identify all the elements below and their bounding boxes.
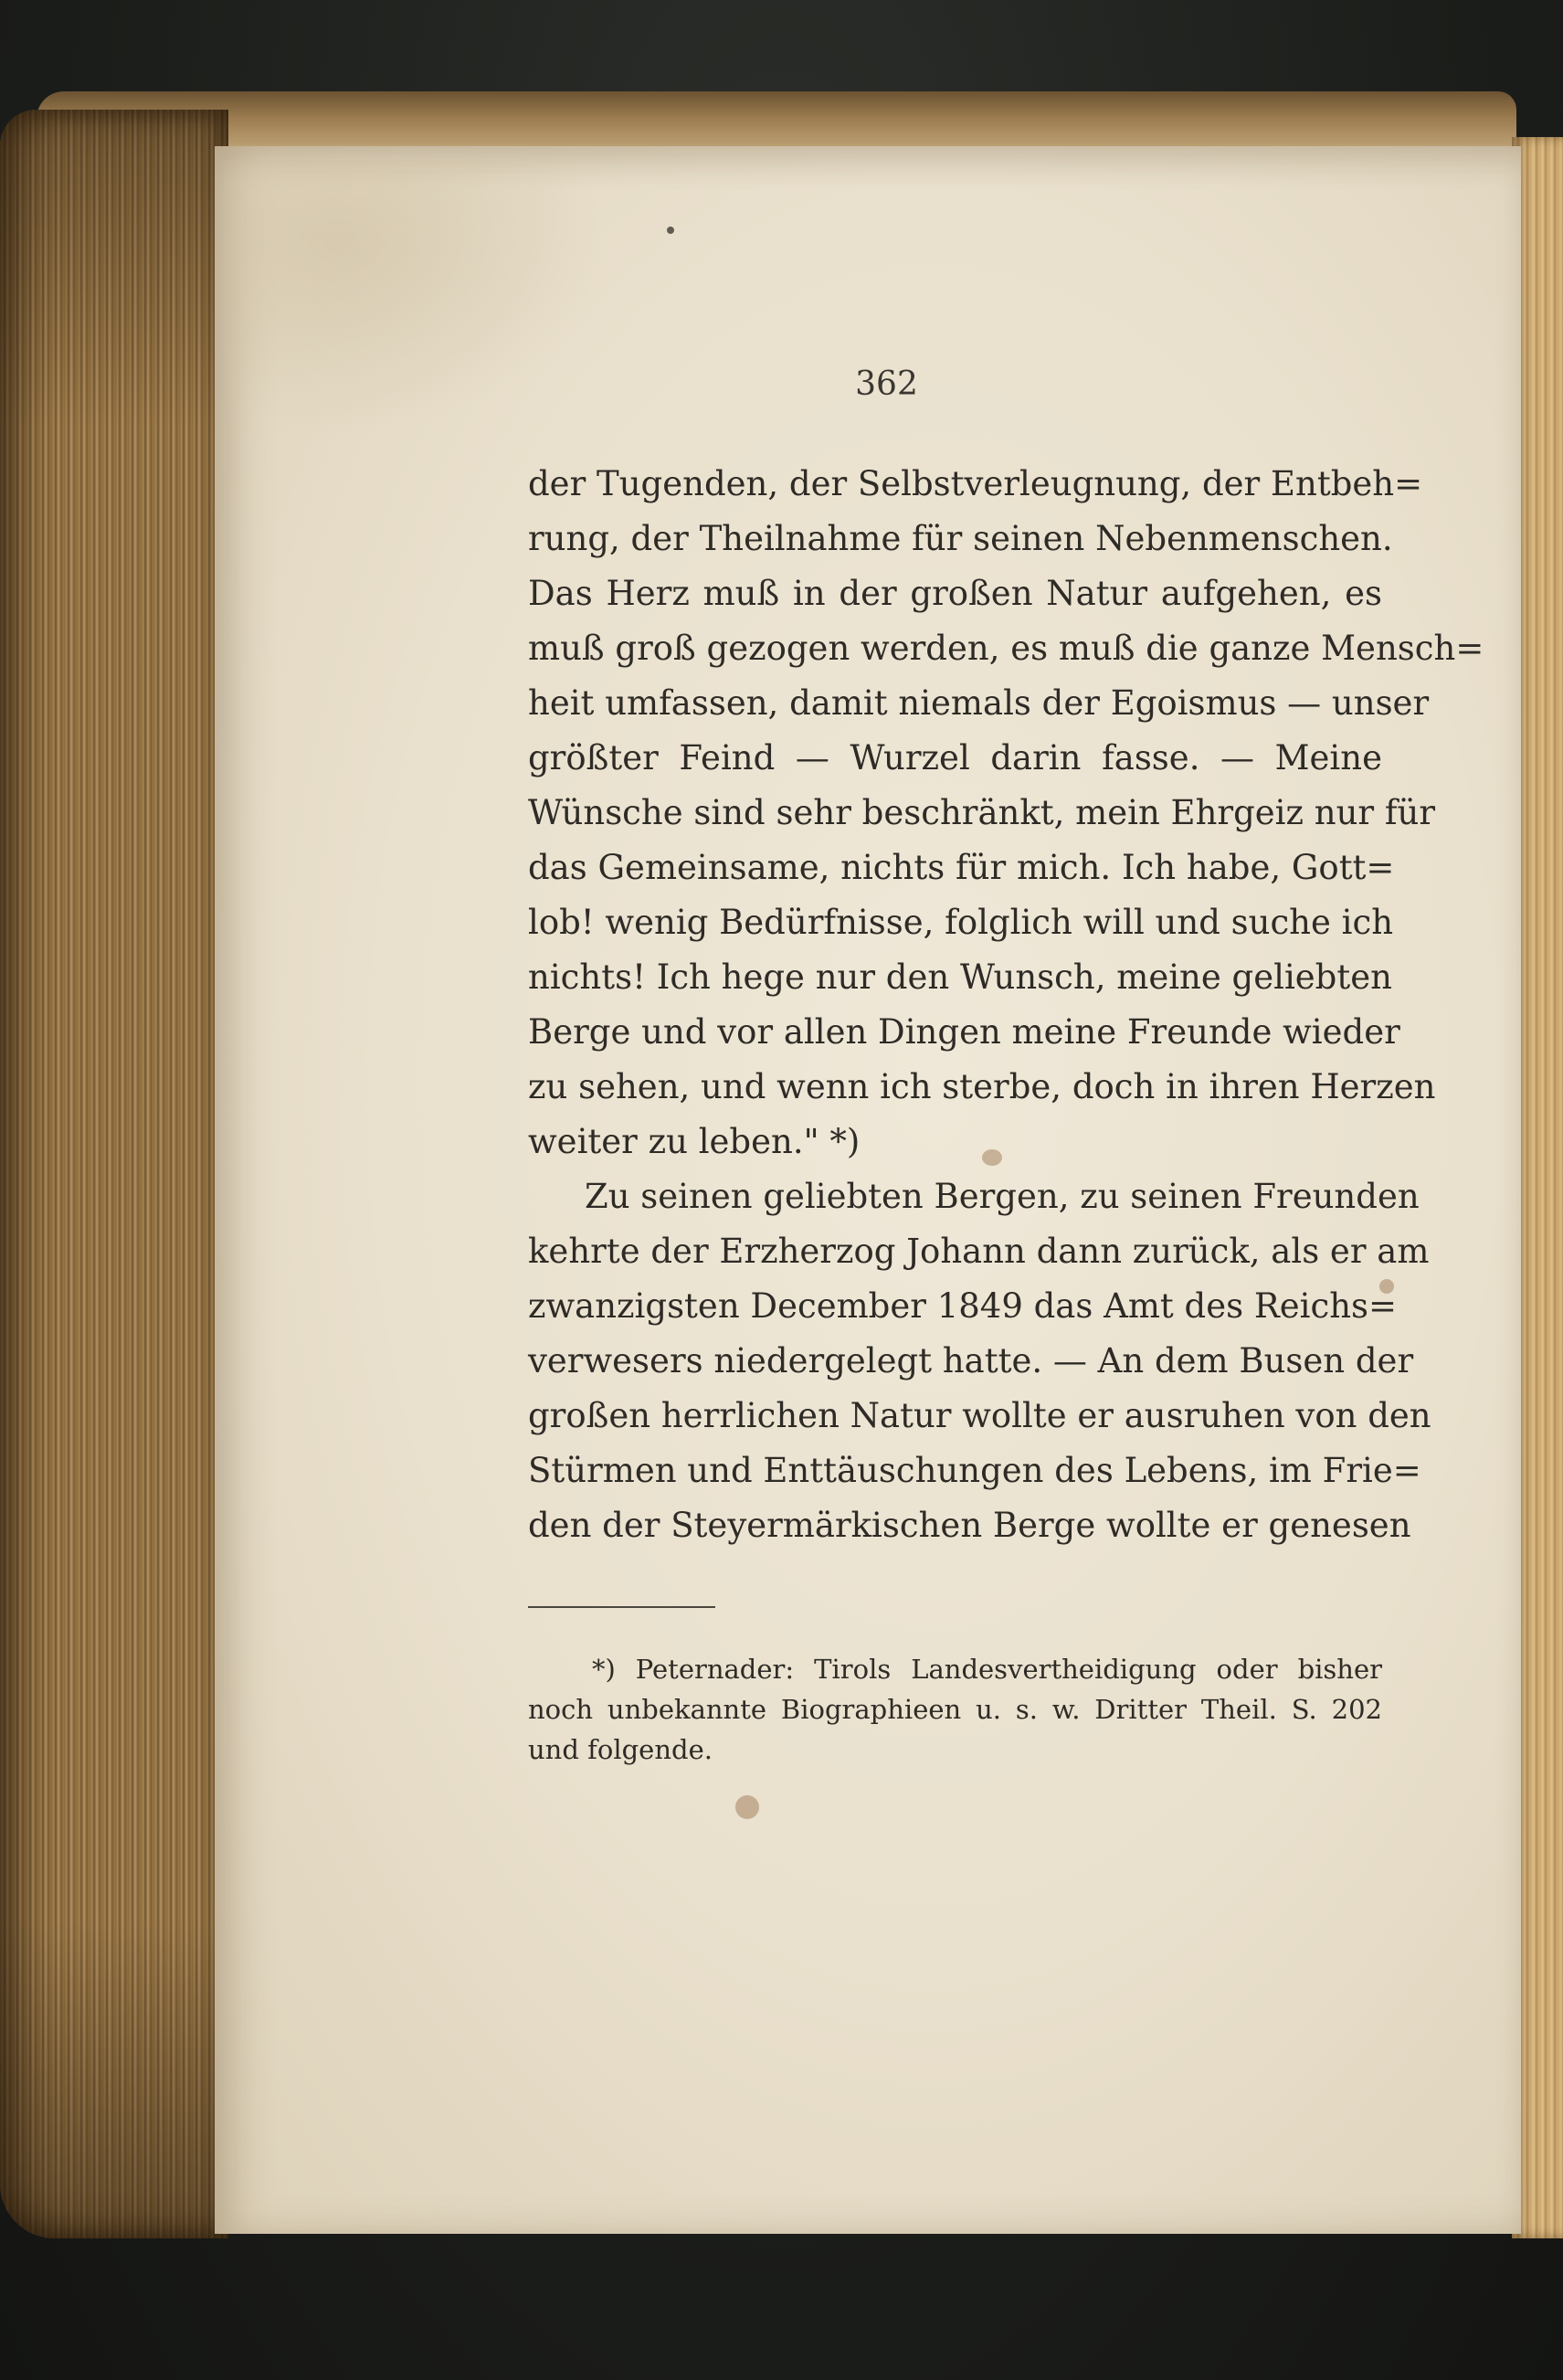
text-line: zwanzigsten December 1849 das Amt des Reichs= (528, 1286, 1398, 1326)
text-line: muß groß gezogen werden, es muß die ganze Mensch= (528, 629, 1484, 668)
text-line: der Tugenden, der Selbstverleugnung, der Entbeh= (528, 464, 1423, 503)
footnote-line: *) Peternader: Tirols Landesvertheidigung oder bisher (592, 1654, 1382, 1685)
text-line: kehrte der Erzherzog Johann dann zurück, als er am (528, 1232, 1430, 1271)
footnote-line: noch unbekannte Biographieen u. s. w. Dritter Theil. S. 202 (528, 1694, 1382, 1725)
text-line: Zu seinen geliebten Bergen, zu seinen Freunden (585, 1177, 1420, 1216)
text-line: das Gemeinsame, nichts für mich. Ich habe, Gott= (528, 848, 1395, 887)
text-line: zu sehen, und wenn ich sterbe, doch in ihren Herzen (528, 1067, 1436, 1106)
text-line: Berge und vor allen Dingen meine Freunde wieder (528, 1012, 1400, 1052)
page-number: 362 (855, 365, 918, 403)
text-line: großen herrlichen Natur wollte er ausruhen von den (528, 1396, 1431, 1435)
text-line: nichts! Ich hege nur den Wunsch, meine geliebten (528, 957, 1392, 997)
body-text (528, 457, 1484, 1553)
text-line: den der Steyermärkischen Berge wollte er genesen (528, 1506, 1411, 1545)
footnote-line: und folgende. (528, 1734, 713, 1765)
text-line: Das Herz muß in der großen Natur aufgehen, es (528, 574, 1382, 613)
text-line: rung, der Theilnahme für seinen Nebenmenschen. (528, 519, 1393, 558)
page-speck (667, 227, 674, 234)
text-line: Wünsche sind sehr beschränkt, mein Ehrgeiz nur für (528, 793, 1436, 832)
text-line: größter Feind — Wurzel darin fasse. — Meine (528, 738, 1382, 777)
footnote-rule (528, 1606, 715, 1608)
text-line: weiter zu leben." *) (528, 1122, 861, 1161)
page-speck (735, 1795, 759, 1819)
text-line: verwesers niedergelegt hatte. — An dem Busen der (528, 1341, 1414, 1380)
text-line: lob! wenig Bedürfnisse, folglich will und suche ich (528, 903, 1394, 942)
book-page-edges (0, 110, 228, 2238)
text-line: heit umfassen, damit niemals der Egoismus — unser (528, 683, 1430, 723)
footnote (528, 1649, 1382, 1770)
text-line: Stürmen und Enttäuschungen des Lebens, im Frie= (528, 1451, 1421, 1490)
